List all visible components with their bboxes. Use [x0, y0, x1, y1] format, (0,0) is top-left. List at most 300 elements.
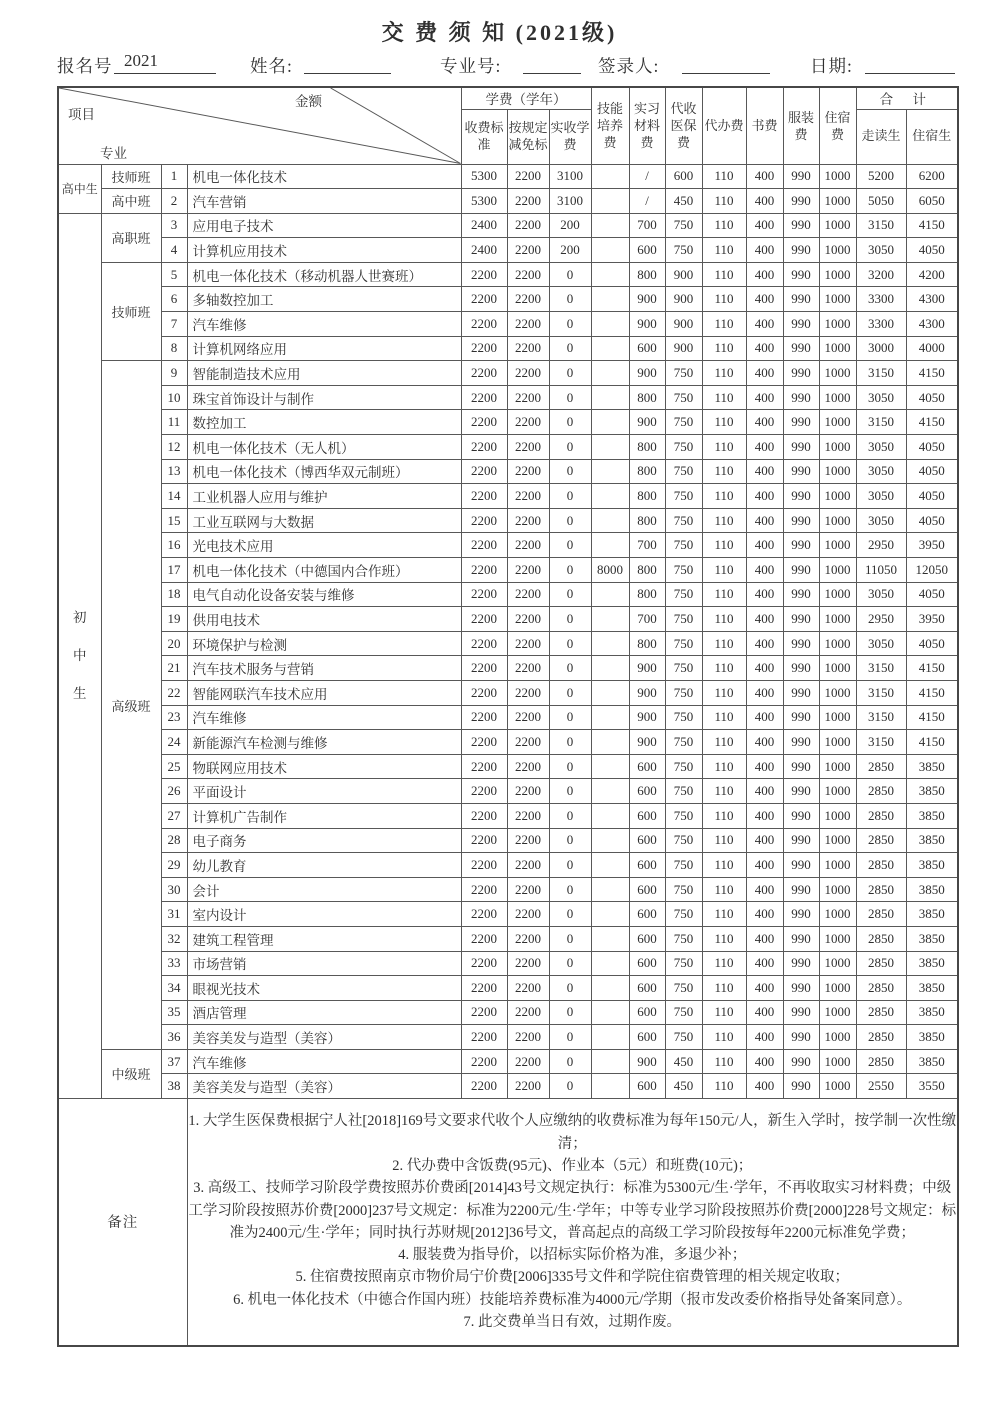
fee-cell: 400 [746, 238, 783, 263]
fee-cell: 2200 [461, 631, 507, 656]
fee-cell: 400 [746, 164, 783, 189]
row-number: 24 [161, 730, 187, 755]
fee-cell: 750 [665, 803, 702, 828]
fee-cell: 0 [549, 951, 591, 976]
fee-cell: 990 [783, 705, 819, 730]
fee-cell: 110 [702, 385, 746, 410]
table-row [58, 238, 958, 263]
fee-cell: 2200 [507, 558, 549, 583]
table-row [58, 336, 958, 361]
fee-cell [591, 680, 629, 705]
fee-cell: 990 [783, 902, 819, 927]
fee-cell [591, 410, 629, 435]
fee-cell [591, 484, 629, 509]
fee-cell: 3050 [856, 435, 906, 460]
fee-cell: 2200 [507, 607, 549, 632]
fee-cell: 400 [746, 877, 783, 902]
fee-cell: 1000 [819, 877, 856, 902]
row-number: 36 [161, 1025, 187, 1050]
header-total-group: 合 计 [856, 87, 958, 109]
fee-cell: 400 [746, 287, 783, 312]
fee-cell [591, 312, 629, 337]
fee-cell: 2200 [507, 680, 549, 705]
table-row [58, 902, 958, 927]
header-actual-fee: 实收学费 [549, 109, 591, 164]
fee-cell: 1000 [819, 435, 856, 460]
fee-cell: 8000 [591, 558, 629, 583]
header-tuition-group: 学费（学年） [461, 87, 591, 109]
fee-cell: 990 [783, 803, 819, 828]
fee-cell: 1000 [819, 164, 856, 189]
fee-cell: 1000 [819, 779, 856, 804]
fee-cell: 3850 [906, 828, 958, 853]
fee-cell: 750 [665, 213, 702, 238]
row-number: 20 [161, 631, 187, 656]
fee-cell: 400 [746, 779, 783, 804]
fee-cell: 600 [629, 1074, 665, 1099]
fee-cell: 400 [746, 435, 783, 460]
fee-cell: 0 [549, 853, 591, 878]
corner-label-major: 专业 [100, 145, 127, 161]
fee-cell [591, 262, 629, 287]
fee-cell: 0 [549, 656, 591, 681]
fee-cell: 3150 [856, 656, 906, 681]
major-name: 汽车营销 [187, 189, 461, 214]
fee-cell: 400 [746, 680, 783, 705]
fee-cell: 750 [665, 951, 702, 976]
fee-cell: 600 [629, 754, 665, 779]
fee-cell: 110 [702, 976, 746, 1001]
fee-cell: 750 [665, 754, 702, 779]
fee-cell: 3850 [906, 877, 958, 902]
fee-cell: 900 [629, 730, 665, 755]
fee-cell: 400 [746, 533, 783, 558]
fee-cell: 2200 [507, 1025, 549, 1050]
fee-cell: 2200 [461, 877, 507, 902]
major-name: 工业机器人应用与维护 [187, 484, 461, 509]
major-name: 幼儿教育 [187, 853, 461, 878]
fee-cell: 0 [549, 287, 591, 312]
fee-cell: 0 [549, 410, 591, 435]
fee-cell: 5300 [461, 164, 507, 189]
fee-cell: 2850 [856, 926, 906, 951]
major-name: 机电一体化技术（博西华双元制班） [187, 459, 461, 484]
fee-cell: 110 [702, 410, 746, 435]
fee-cell: 110 [702, 312, 746, 337]
row-number: 23 [161, 705, 187, 730]
row-number: 38 [161, 1074, 187, 1099]
fee-cell: 1000 [819, 680, 856, 705]
date-label: 日期: [810, 56, 853, 76]
fee-cell: 990 [783, 926, 819, 951]
fee-cell: 200 [549, 238, 591, 263]
row-number: 29 [161, 853, 187, 878]
fee-cell: 0 [549, 705, 591, 730]
header-lodging-fee: 住宿费 [819, 87, 856, 164]
major-name: 珠宝首饰设计与制作 [187, 385, 461, 410]
fee-cell [591, 164, 629, 189]
fee-cell: 110 [702, 508, 746, 533]
fee-cell: 4050 [906, 385, 958, 410]
fee-cell [591, 1000, 629, 1025]
fee-cell: 600 [629, 779, 665, 804]
table-row [58, 385, 958, 410]
fee-cell: 2200 [461, 558, 507, 583]
fee-cell: 2950 [856, 607, 906, 632]
fee-table [57, 86, 959, 1347]
fee-cell: 110 [702, 730, 746, 755]
fee-cell: 990 [783, 951, 819, 976]
row-number: 10 [161, 385, 187, 410]
fee-cell: 4050 [906, 238, 958, 263]
fee-cell: 400 [746, 336, 783, 361]
fee-cell: 2200 [461, 705, 507, 730]
fee-cell: 990 [783, 435, 819, 460]
major-name: 市场营销 [187, 951, 461, 976]
fee-cell: 750 [665, 877, 702, 902]
row-number: 31 [161, 902, 187, 927]
row-number: 26 [161, 779, 187, 804]
fee-cell [591, 705, 629, 730]
fee-cell: 900 [629, 705, 665, 730]
fee-cell: 0 [549, 312, 591, 337]
fee-cell: 0 [549, 508, 591, 533]
fee-cell: 0 [549, 533, 591, 558]
fee-cell: 990 [783, 1000, 819, 1025]
row-number: 7 [161, 312, 187, 337]
fee-cell: 400 [746, 607, 783, 632]
fee-cell: 110 [702, 902, 746, 927]
fee-cell: 2850 [856, 803, 906, 828]
fee-cell: / [629, 189, 665, 214]
row-number: 25 [161, 754, 187, 779]
fee-cell: 900 [665, 312, 702, 337]
fee-cell: 990 [783, 877, 819, 902]
fee-cell: 2850 [856, 902, 906, 927]
fee-cell: 3050 [856, 582, 906, 607]
fee-cell: 2400 [461, 238, 507, 263]
major-name: 智能制造技术应用 [187, 361, 461, 386]
fee-cell: 2200 [461, 730, 507, 755]
fee-cell: 2200 [461, 312, 507, 337]
fee-cell [591, 508, 629, 533]
registrar-label: 签录人: [598, 56, 660, 76]
fee-cell: 2200 [461, 779, 507, 804]
header-reduction: 按规定减免标 [507, 109, 549, 164]
fee-cell: 2200 [461, 680, 507, 705]
fee-cell: 4150 [906, 656, 958, 681]
fee-cell: 110 [702, 213, 746, 238]
fee-cell: 2850 [856, 779, 906, 804]
fee-cell: 750 [665, 976, 702, 1001]
table-row [58, 951, 958, 976]
fee-cell: 750 [665, 361, 702, 386]
fee-cell: 750 [665, 410, 702, 435]
fee-cell [591, 435, 629, 460]
table-row [58, 262, 958, 287]
row-number: 33 [161, 951, 187, 976]
fee-cell: 990 [783, 1049, 819, 1074]
fee-cell: 110 [702, 238, 746, 263]
fee-cell: 990 [783, 1025, 819, 1050]
fee-cell: 800 [629, 385, 665, 410]
fee-cell: 4300 [906, 312, 958, 337]
fee-cell: 3850 [906, 1000, 958, 1025]
fee-cell [591, 361, 629, 386]
fee-cell: 110 [702, 853, 746, 878]
fee-cell: 3150 [856, 361, 906, 386]
table-row [58, 533, 958, 558]
class-type-group: 技师班 [101, 262, 161, 360]
fee-cell: 400 [746, 189, 783, 214]
fee-cell: 2850 [856, 754, 906, 779]
fee-cell: / [629, 164, 665, 189]
class-type-group: 高级班 [101, 361, 161, 1050]
fee-cell: 750 [665, 656, 702, 681]
fee-cell: 400 [746, 1000, 783, 1025]
fee-cell: 400 [746, 926, 783, 951]
fee-cell: 2200 [461, 656, 507, 681]
fee-cell: 2200 [461, 607, 507, 632]
fee-cell: 400 [746, 213, 783, 238]
fee-cell: 400 [746, 385, 783, 410]
fee-cell: 110 [702, 1074, 746, 1099]
row-number: 3 [161, 213, 187, 238]
fee-cell: 990 [783, 533, 819, 558]
fee-cell [591, 607, 629, 632]
note-line-7: 7. 此交费单当日有效，过期作废。 [463, 1314, 681, 1330]
note-line-2: 2. 代办费中含饭费(95元)、作业本（5元）和班费(10元)； [392, 1157, 753, 1174]
fee-cell: 0 [549, 582, 591, 607]
fee-cell: 110 [702, 336, 746, 361]
major-name: 汽车技术服务与营销 [187, 656, 461, 681]
major-name: 机电一体化技术（无人机） [187, 435, 461, 460]
major-name: 酒店管理 [187, 1000, 461, 1025]
fee-cell: 1000 [819, 607, 856, 632]
fee-cell: 2200 [507, 312, 549, 337]
row-number: 14 [161, 484, 187, 509]
fee-cell: 3550 [906, 1074, 958, 1099]
fee-cell: 3100 [549, 164, 591, 189]
table-row [58, 754, 958, 779]
fee-cell: 990 [783, 385, 819, 410]
fee-cell: 2400 [461, 213, 507, 238]
fee-table-body [58, 164, 958, 1099]
row-number: 4 [161, 238, 187, 263]
fee-cell: 750 [665, 607, 702, 632]
fee-cell: 2850 [856, 951, 906, 976]
fee-cell: 110 [702, 779, 746, 804]
fee-cell: 11050 [856, 558, 906, 583]
fee-cell: 3950 [906, 607, 958, 632]
header-skill-fee: 技能培养费 [591, 87, 629, 164]
fee-cell: 2200 [461, 951, 507, 976]
row-number: 35 [161, 1000, 187, 1025]
fee-cell: 4150 [906, 680, 958, 705]
fee-cell: 110 [702, 877, 746, 902]
fee-cell: 900 [629, 410, 665, 435]
fee-cell: 1000 [819, 484, 856, 509]
fee-cell: 5300 [461, 189, 507, 214]
fee-cell: 400 [746, 361, 783, 386]
fee-cell: 0 [549, 336, 591, 361]
row-number: 18 [161, 582, 187, 607]
fee-cell: 5050 [856, 189, 906, 214]
fee-cell: 2200 [507, 238, 549, 263]
major-no-label: 专业号: [440, 56, 502, 76]
fee-cell: 990 [783, 558, 819, 583]
fee-cell: 2200 [461, 754, 507, 779]
major-name: 汽车维修 [187, 312, 461, 337]
class-type-group: 技师班 [101, 164, 161, 189]
row-number: 15 [161, 508, 187, 533]
fee-cell: 990 [783, 262, 819, 287]
table-row [58, 1074, 958, 1099]
header-total-boarding-student: 住宿生 [906, 109, 958, 164]
major-name: 电气自动化设备安装与维修 [187, 582, 461, 607]
fee-cell: 1000 [819, 558, 856, 583]
fee-cell: 400 [746, 484, 783, 509]
fee-cell: 400 [746, 951, 783, 976]
fee-cell: 400 [746, 1074, 783, 1099]
fee-cell: 4050 [906, 459, 958, 484]
fee-cell: 400 [746, 1049, 783, 1074]
fee-cell: 4150 [906, 361, 958, 386]
fee-cell: 0 [549, 558, 591, 583]
fee-cell: 2200 [461, 385, 507, 410]
fee-cell: 2200 [507, 951, 549, 976]
registrar-field [682, 51, 770, 74]
fee-cell: 1000 [819, 312, 856, 337]
fee-cell: 900 [629, 680, 665, 705]
fee-cell: 750 [665, 582, 702, 607]
fee-cell: 6200 [906, 164, 958, 189]
fee-cell: 4150 [906, 705, 958, 730]
fee-cell: 2200 [461, 803, 507, 828]
major-name: 光电技术应用 [187, 533, 461, 558]
fee-cell: 0 [549, 361, 591, 386]
header-total-day-student: 走读生 [856, 109, 906, 164]
notes-label: 备注 [58, 1099, 187, 1346]
fee-cell [591, 533, 629, 558]
fee-cell [591, 1025, 629, 1050]
fee-cell: 110 [702, 803, 746, 828]
table-row [58, 607, 958, 632]
fee-cell [591, 582, 629, 607]
fee-cell: 12050 [906, 558, 958, 583]
fee-cell: 600 [629, 336, 665, 361]
fee-cell: 400 [746, 459, 783, 484]
fee-cell: 0 [549, 459, 591, 484]
major-name: 汽车维修 [187, 1049, 461, 1074]
fee-cell [591, 238, 629, 263]
row-number: 32 [161, 926, 187, 951]
fee-cell: 3850 [906, 951, 958, 976]
fee-cell: 110 [702, 1000, 746, 1025]
reg-no-field: 2021 [114, 51, 216, 74]
fee-cell: 800 [629, 631, 665, 656]
fee-table-header [58, 87, 958, 164]
fee-cell: 3850 [906, 976, 958, 1001]
fee-cell: 1000 [819, 385, 856, 410]
fee-cell: 3150 [856, 730, 906, 755]
fee-cell: 0 [549, 754, 591, 779]
fee-cell: 990 [783, 336, 819, 361]
fee-cell: 2950 [856, 533, 906, 558]
fee-cell: 4150 [906, 410, 958, 435]
fee-cell: 450 [665, 1049, 702, 1074]
fee-cell: 4000 [906, 336, 958, 361]
table-row [58, 779, 958, 804]
fee-cell: 1000 [819, 853, 856, 878]
fee-cell: 450 [665, 1074, 702, 1099]
major-name: 供用电技术 [187, 607, 461, 632]
header-book-fee: 书费 [746, 87, 783, 164]
fee-cell: 2200 [507, 779, 549, 804]
fee-cell: 3050 [856, 459, 906, 484]
row-number: 13 [161, 459, 187, 484]
major-name: 智能网联汽车技术应用 [187, 680, 461, 705]
fee-cell: 3050 [856, 631, 906, 656]
fee-cell: 3050 [856, 385, 906, 410]
fee-cell: 4150 [906, 730, 958, 755]
fee-cell: 3150 [856, 410, 906, 435]
fee-cell: 990 [783, 312, 819, 337]
fee-cell: 2200 [507, 459, 549, 484]
fee-cell: 2200 [507, 508, 549, 533]
fee-cell: 110 [702, 287, 746, 312]
fee-cell: 2200 [507, 582, 549, 607]
header-agency-fee: 代办费 [702, 87, 746, 164]
fee-cell: 3150 [856, 680, 906, 705]
row-number: 8 [161, 336, 187, 361]
fee-cell: 900 [629, 287, 665, 312]
fee-cell: 110 [702, 1025, 746, 1050]
fee-cell: 990 [783, 680, 819, 705]
fee-cell: 2200 [461, 828, 507, 853]
note-line-1: 1. 大学生医保费根据宁人社[2018]169号文要求代收个人应缴纳的收费标准为每年150元/人，新生入学时，按学制一次性缴清； [188, 1113, 957, 1152]
fee-cell: 400 [746, 312, 783, 337]
table-row [58, 361, 958, 386]
note-line-6: 6. 机电一体化技术（中德合作国内班）技能培养费标准为4000元/学期（报市发改委价格指导处备案同意）。 [233, 1291, 912, 1308]
fee-cell: 2200 [507, 754, 549, 779]
table-row [58, 680, 958, 705]
table-row [58, 631, 958, 656]
fee-cell: 2200 [507, 926, 549, 951]
fee-cell [591, 631, 629, 656]
fee-cell: 4050 [906, 508, 958, 533]
fee-cell [591, 803, 629, 828]
header-insurance-fee: 代收医保费 [665, 87, 702, 164]
note-line-4: 4. 服装费为指导价，以招标实际价格为准，多退少补； [398, 1247, 747, 1264]
fee-cell: 990 [783, 754, 819, 779]
fee-cell: 750 [665, 779, 702, 804]
fee-cell: 2200 [461, 336, 507, 361]
major-name: 计算机网络应用 [187, 336, 461, 361]
fee-cell: 1000 [819, 803, 856, 828]
fee-cell: 600 [629, 902, 665, 927]
fee-cell: 0 [549, 1000, 591, 1025]
fee-cell [591, 976, 629, 1001]
note-line-5: 5. 住宿费按照南京市物价局宁价费[2006]335号文件和学院住宿费管理的相关规定收取； [295, 1269, 849, 1286]
fee-cell [591, 828, 629, 853]
fee-cell: 750 [665, 533, 702, 558]
fee-cell: 750 [665, 902, 702, 927]
fee-cell: 110 [702, 435, 746, 460]
fee-cell: 1000 [819, 1049, 856, 1074]
fee-cell: 800 [629, 582, 665, 607]
fee-cell: 2200 [507, 410, 549, 435]
